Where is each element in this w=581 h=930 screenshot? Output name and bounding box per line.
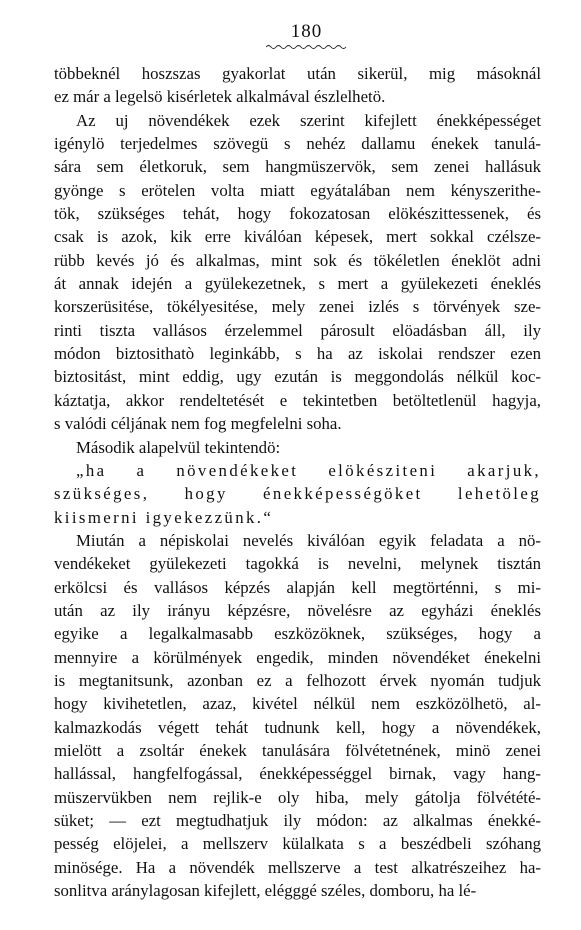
text-line: hogy kivihetetlen, azaz, kivétel nélkül nem eszközölhetö, al-: [54, 694, 541, 714]
text-line: igénylö terjedelmes szövegü s nehéz dallamu énekek tanulá-: [54, 134, 541, 154]
paragraph: [54, 109, 541, 436]
text-line: Az uj növendékek ezek szerint kifejlett énekképességet: [76, 110, 541, 130]
text-line: szükséges, hogy énekképességöket lehetöleg: [54, 484, 541, 504]
text-line: erkölcsi és vallásos képzés alapján kell megtörténni, s mi-: [54, 577, 541, 597]
text-line: hallással, hangfelfogással, énekképességgel birnak, vagy hang-: [54, 764, 541, 784]
text-line: módon biztosithatò leginkább, s ha az iskolai rendszer ezen: [54, 344, 541, 364]
text-line: káztatja, akkor rendeltetését e tekintetben betöltetlenül hagyja,: [54, 390, 541, 410]
text-line: kiismerni igyekezzünk.“: [54, 507, 274, 527]
paragraph: [54, 62, 541, 109]
paragraph: [54, 529, 541, 903]
page-header: [72, 22, 541, 56]
text-line: Miután a népiskolai nevelés kiválóan egyik feladata a nö-: [76, 530, 541, 550]
text-line: is megtanitsunk, azonban ez a felhozott érvek nyomán tudjuk: [54, 670, 541, 690]
text-line: mielött a zsoltár énekek tanulására fölvétetnének, minö zenei: [54, 740, 541, 760]
text-line: Második alapelvül tekintendö:: [76, 437, 281, 457]
text-line: rübb kevés jó és alkalmas, mint sok és tökéletlen éneklöt adni: [54, 250, 541, 270]
text-line: csak is azok, kik erre kiválóan képesek, mert sokkal czélsze-: [54, 227, 541, 247]
text-line: egyike a legalkalmasabb eszközöknek, szükséges, hogy a: [54, 624, 541, 644]
paragraph: [54, 459, 541, 529]
text-line: müszervükben nem rejlik-e oly hiba, mely gátolja fölvétété-: [54, 787, 541, 807]
text-line: sára sem életkoruk, sem hangmüszervök, sem zenei hallásuk: [54, 157, 541, 177]
text-line: vendékeket gyülekezeti tagokká is nevelni, melynek tisztán: [54, 554, 541, 574]
text-line: „ha a növendékeket elökésziteni akarjuk,: [76, 460, 541, 480]
text-line: gyönge s erötelen volta miatt egyátalában nem kényszerithe-: [54, 180, 541, 200]
text-line: pesség elöjelei, a mellszerv külalkata s a beszédbeli szóhang: [54, 834, 541, 854]
text-line: minösége. Ha a növendék mellszerve a test alkatrészeihez ha-: [54, 857, 541, 877]
text-line: kalmazkodás végett tehát tudnunk kell, hogy a növendékek,: [54, 717, 541, 737]
text-line: süket; — ezt megtudhatjuk ily módon: az alkalmas énekké-: [54, 811, 541, 830]
text-line: tök, szükséges tehát, hogy fokozatosan elökészittessenek, és: [54, 204, 541, 224]
text-line: rinti tiszta vallásos érzelemmel párosult elöadásban áll, ily: [54, 320, 541, 340]
paragraph: [54, 436, 541, 459]
text-line: biztositást, mint eddig, ugy ezután is meggondolás nélkül koc-: [54, 367, 541, 387]
text-line: korszerüsitése, tökélyesitése, mely zenei izlés s törvények sze-: [54, 297, 541, 317]
wavy-ornament: [266, 44, 348, 50]
text-line: ez már a legelsö kisérletek alkalmával észlelhetö.: [54, 87, 386, 107]
text-line: többeknél hoszszas gyakorlat után sikerül, mig másoknál: [54, 64, 541, 83]
text-line: után az ily irányu képzésre, növelésre az egyházi éneklés: [54, 600, 541, 620]
text-line: mennyire a körülmények engedik, minden növendéket énekelni: [54, 647, 541, 667]
page-number: 180: [290, 21, 323, 42]
body-text: [54, 62, 541, 902]
text-line: s valódi céljának nem fog megfelelni soha.: [54, 414, 342, 434]
text-line: sonlitva aránylagosan kifejlett, elégggé széles, domboru, ha lé-: [54, 881, 477, 901]
text-line: át annak idején a gyülekezetnek, s mert a gyülekezeti éneklés: [54, 274, 541, 294]
